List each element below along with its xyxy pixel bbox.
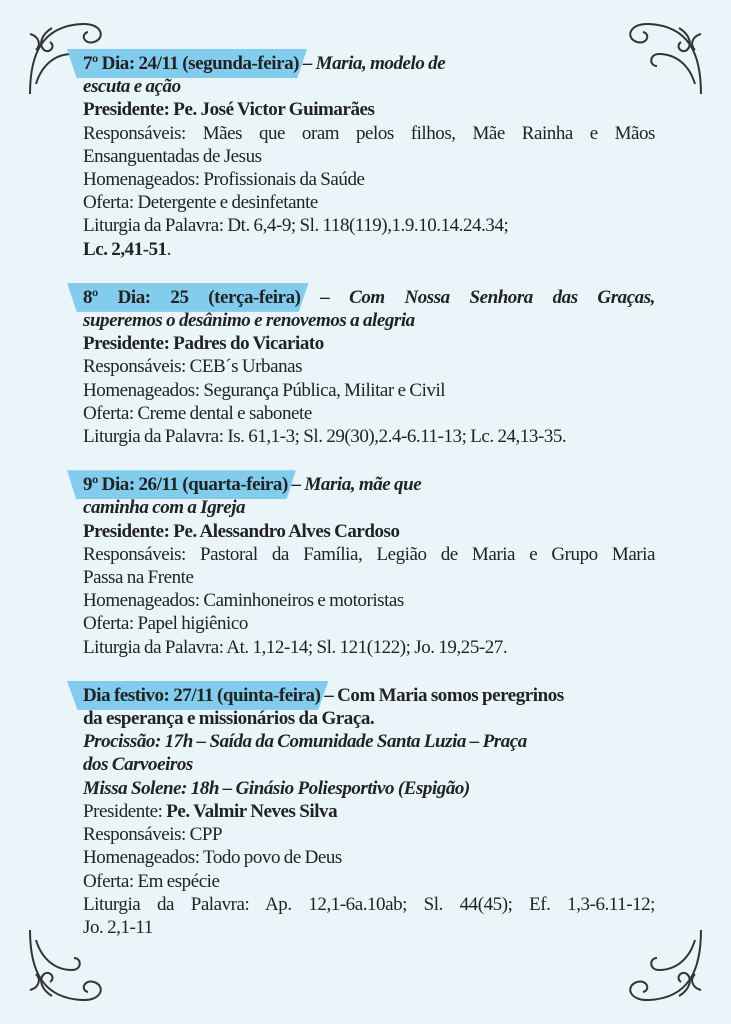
liturgia: Liturgia da Palavra: Ap. 12,1-6a.10ab; Sl. 44(45); Ef. 1,3-6.11-12; — [83, 893, 655, 915]
responsaveis: Responsáveis: CPP — [83, 824, 223, 846]
homenageados: Homenageados: Todo povo de Deus — [83, 847, 342, 869]
section-day-8 — [83, 286, 655, 448]
responsaveis-cont: Ensanguentadas de Jesus — [83, 145, 262, 167]
day-heading: 8º Dia: 25 (terça-feira) — [83, 286, 301, 308]
day-heading: 7º Dia: 24/11 (segunda-feira) — [83, 53, 300, 74]
responsaveis: Responsáveis: Pastoral da Família, Legião de Maria e Grupo Maria — [83, 543, 655, 565]
day-theme: – Maria, modelo de — [299, 53, 446, 74]
oferta: Oferta: Detergente e desinfetante — [83, 192, 318, 214]
procissao: Procissão: 17h – Saída da Comunidade Santa Luzia – Praça — [83, 731, 527, 753]
presidente-name: Pe. Valmir Neves Silva — [166, 800, 338, 822]
liturgia-cont: Lc. 2,41-51 — [83, 238, 167, 260]
day-theme: – Com Maria somos peregrinos — [320, 684, 564, 706]
liturgia-end: . — [166, 238, 172, 260]
presidente: Presidente: Pe. José Victor Guimarães — [83, 99, 375, 121]
oferta: Oferta: Papel higiênico — [83, 613, 248, 635]
presidente: Presidente: Pe. Alessandro Alves Cardoso — [83, 520, 400, 542]
responsaveis: Responsáveis: Mães que oram pelos filhos, Mãe Rainha e Mãos — [83, 122, 655, 144]
presidente-label: Presidente: — [83, 800, 167, 822]
day-theme-cont: da esperança e missionários da Graça. — [83, 708, 375, 730]
liturgia: Liturgia da Palavra: Is. 61,1-3; Sl. 29(30),2.4-6.11-13; Lc. 24,13-35. — [83, 426, 567, 448]
novena-schedule — [83, 52, 655, 964]
day-heading: 9º Dia: 26/11 (quarta-feira) — [83, 474, 288, 496]
section-day-9 — [83, 473, 655, 659]
liturgia-cont: Jo. 2,1-11 — [83, 916, 153, 938]
day-theme: – Com Nossa Senhora das Graças, — [320, 286, 655, 308]
responsaveis-cont: Passa na Frente — [83, 567, 194, 589]
day-theme: – Maria, mãe que — [287, 474, 422, 496]
oferta: Oferta: Em espécie — [83, 870, 220, 892]
liturgia: Liturgia da Palavra: At. 1,12-14; Sl. 121(122); Jo. 19,25-27. — [83, 636, 508, 658]
homenageados: Homenageados: Profissionais da Saúde — [83, 169, 365, 191]
homenageados: Homenageados: Segurança Pública, Militar e Civil — [83, 379, 446, 401]
oferta: Oferta: Creme dental e sabonete — [83, 402, 312, 424]
missa-solene: Missa Solene: 18h – Ginásio Poliesportivo (Espigão) — [83, 777, 470, 799]
day-theme-cont: escuta e ação — [83, 76, 181, 98]
procissao-cont: dos Carvoeiros — [83, 754, 193, 776]
day-heading: Dia festivo: 27/11 (quinta-feira) — [83, 684, 321, 706]
day-theme-cont: superemos o desânimo e renovemos a alegria — [83, 310, 415, 332]
day-theme-cont: caminha com a Igreja — [83, 497, 246, 519]
liturgia: Liturgia da Palavra: Dt. 6,4-9; Sl. 118(119),1.9.10.14.24.34; — [83, 215, 509, 237]
presidente: Presidente: Padres do Vicariato — [83, 333, 324, 355]
section-festive-day — [83, 684, 655, 939]
section-day-7 — [83, 52, 655, 261]
responsaveis: Responsáveis: CEB´s Urbanas — [83, 356, 303, 378]
homenageados: Homenageados: Caminhoneiros e motoristas — [83, 590, 404, 612]
